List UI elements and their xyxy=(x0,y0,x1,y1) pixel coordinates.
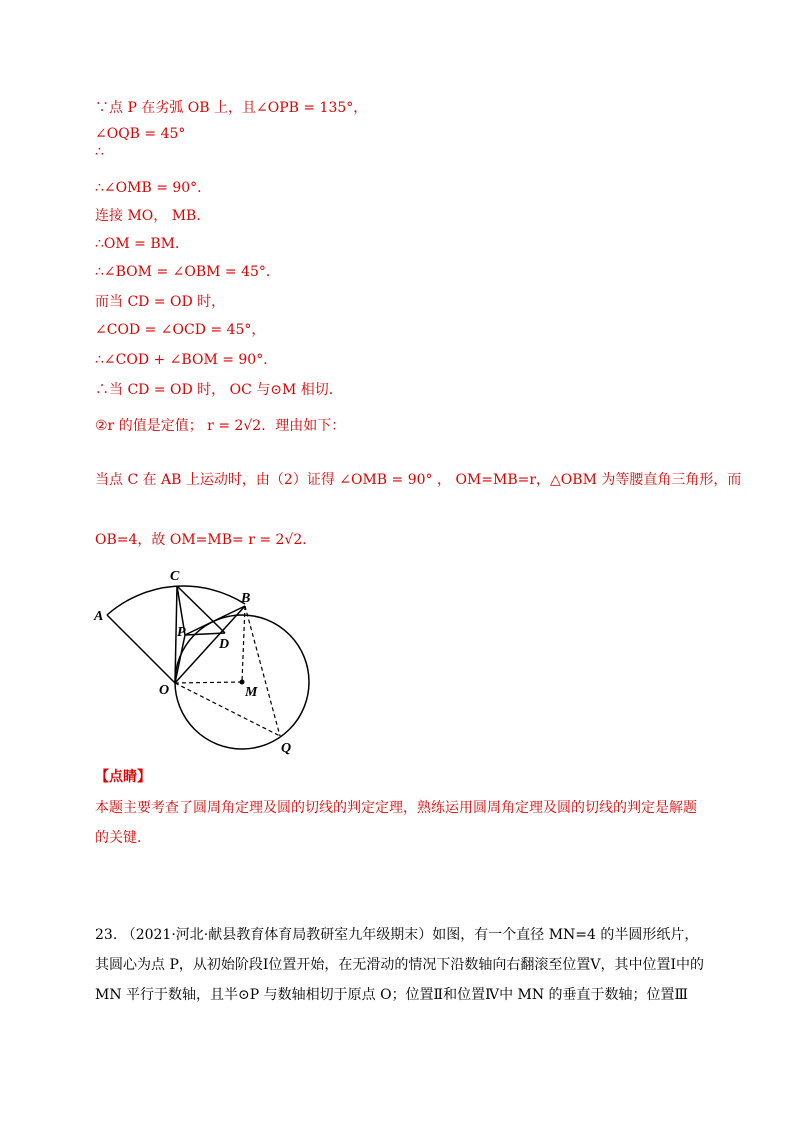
segment-bm xyxy=(242,606,245,682)
solution-line-1: ∵点 P 在劣弧 OB 上，且∠OPB = 135°， xyxy=(95,100,368,116)
solution-line-3: ∴ xyxy=(95,144,104,160)
solution-line-7: ∴∠BOM = ∠OBM = 45°． xyxy=(95,264,280,280)
solution-line-5: 连接 MO， MB． xyxy=(95,208,211,224)
segment-om xyxy=(175,682,242,683)
solution-line-12: ②r 的值是定值； r = 2√2．理由如下： xyxy=(95,418,346,434)
label-d: D xyxy=(219,637,230,652)
label-m: M xyxy=(245,685,258,700)
comment-body: 本题主要考查了圆周角定理及圆的切线的判定定理，熟练运用圆周角定理及圆的切线的判定是解题的关键. xyxy=(95,800,697,846)
segment-oq xyxy=(175,683,280,736)
point-m xyxy=(240,680,245,685)
segment-pb xyxy=(185,606,245,635)
solution-line-14: OB=4，故 OM=MB= r = 2√2． xyxy=(95,532,317,548)
solution-line-2: ∠OQB = 45° xyxy=(95,126,186,142)
solution-line-13: 当点 C 在 AB 上运动时，由（2）证得 ∠OMB = 90° ， OM=MB=r，△OBM 为等腰直角三角形，而 xyxy=(95,472,742,488)
label-b: B xyxy=(241,591,251,606)
solution-line-6: ∴OM = BM． xyxy=(95,236,189,252)
problem-23: 23. （2021·河北·献县教育体育局教研室九年级期末）如图，有一个直径 MN=4 的半圆形纸片，其圆心为点 P，从初始阶段Ⅰ位置开始，在无滑动的情况下沿数轴向右翻滚至位置Ⅴ，其中位置Ⅰ中的 MN 平行于数轴，且半⊙P 与数轴相切于原点 O；位置Ⅱ和位置Ⅳ中 MN 的垂直于数轴；位置Ⅲ xyxy=(95,927,705,1003)
label-a: A xyxy=(94,609,104,624)
solution-line-4: ∴∠OMB = 90°． xyxy=(95,180,212,196)
solution-line-8: 而当 CD = OD 时， xyxy=(95,294,226,310)
label-o: O xyxy=(159,683,170,698)
segment-bq xyxy=(245,606,280,736)
comment-heading: 【点睛】 xyxy=(95,769,151,785)
segment-oa xyxy=(107,615,175,683)
label-c: C xyxy=(170,569,180,584)
solution-line-11: ∴当 CD = OD 时， OC 与⊙M 相切． xyxy=(95,382,343,398)
label-q: Q xyxy=(281,741,292,756)
label-p: P xyxy=(177,625,186,640)
solution-line-10: ∴∠COD + ∠BOM = 90°． xyxy=(95,352,278,368)
solution-line-9: ∠COD = ∠OCD = 45°， xyxy=(95,322,266,338)
geometry-figure xyxy=(90,560,330,760)
